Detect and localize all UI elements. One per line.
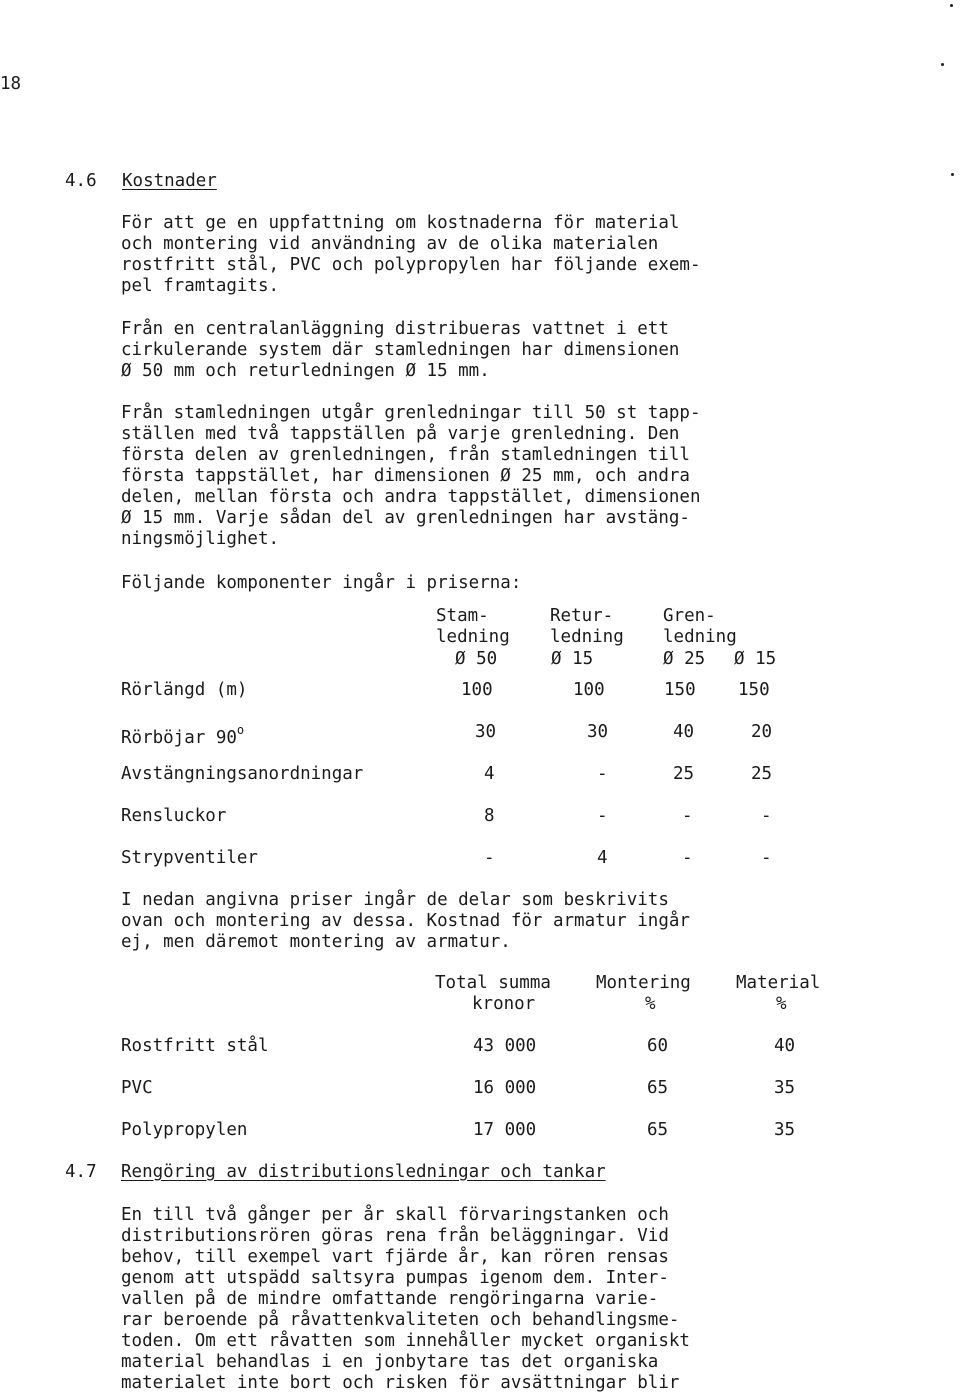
text-line: första delen av grenledningen, från stamledningen till <box>121 445 690 465</box>
paragraph <box>121 213 881 297</box>
text-line: Ø 50 mm och returledningen Ø 15 mm. <box>121 361 490 381</box>
table-cell: 4 <box>484 764 495 784</box>
column-header: Gren- <box>663 606 716 626</box>
table-cell: 16 000 <box>473 1078 537 1098</box>
table-cell: 25 <box>673 764 695 784</box>
text-line: första tappstället, har dimensionen Ø 25 mm, och andra <box>121 466 690 486</box>
scan-speck <box>951 173 954 176</box>
table-cell: - <box>597 806 608 826</box>
text-line: ej, men däremot montering av armatur. <box>121 932 511 952</box>
column-header: Montering <box>596 973 691 993</box>
column-header: Ø 25 <box>663 649 706 669</box>
table-cell: - <box>682 806 693 826</box>
text-line: För att ge en uppfattning om kostnaderna för material <box>121 213 680 233</box>
text-line: Från stamledningen utgår grenledningar till 50 st tapp- <box>121 403 701 423</box>
text-line: toden. Om ett råvatten som innehåller mycket organiskt <box>121 1331 690 1351</box>
text-line: ställen med två tappställen på varje grenledning. Den <box>121 424 680 444</box>
column-header: ledning <box>663 627 737 647</box>
text-line: rar beroende på råvattenkvaliteten och behandlingsme- <box>121 1310 680 1330</box>
table-cell: - <box>682 848 693 868</box>
text-line: material behandlas i en jonbytare tas det organiska <box>121 1352 659 1372</box>
text-line: behov, till exempel vart fjärde år, kan rören rensas <box>121 1247 669 1267</box>
text-line: ovan och montering av dessa. Kostnad för armatur ingår <box>121 911 690 931</box>
text-line: vallen på de mindre omfattande rengöringarna varie- <box>121 1289 659 1309</box>
table-cell: 100 <box>573 680 605 700</box>
table-cell: 35 <box>774 1078 796 1098</box>
paragraph <box>121 890 881 953</box>
table-cell: 40 <box>673 722 695 742</box>
page-number: 18 <box>0 74 22 94</box>
column-header: Ø 50 <box>455 649 498 669</box>
table-cell: 150 <box>738 680 770 700</box>
text-line: rostfritt stål, PVC och polypropylen har följande exem- <box>121 255 701 275</box>
column-header: Ø 15 <box>551 649 594 669</box>
row-label: Polypropylen <box>121 1120 248 1140</box>
text-line: I nedan angivna priser ingår de delar som beskrivits <box>121 890 669 910</box>
table-cell: - <box>761 848 772 868</box>
column-header: Stam- <box>436 606 489 626</box>
row-label: Avstängningsanordningar <box>121 764 364 784</box>
paragraph <box>121 1205 881 1394</box>
row-label <box>121 722 244 749</box>
table-cell: - <box>597 764 608 784</box>
section-number: 4.6 <box>65 171 97 191</box>
text-line: genom att utspädd saltsyra pumpas igenom dem. Inter- <box>121 1268 669 1288</box>
degree-superscript: o <box>236 723 245 737</box>
text-line: Från en centralanläggning distribueras vattnet i ett <box>121 319 669 339</box>
table-cell: 20 <box>751 722 773 742</box>
section-title: Rengöring av distributionsledningar och tankar <box>121 1162 606 1182</box>
table-cell: 4 <box>597 848 608 868</box>
table-cell: - <box>761 806 772 826</box>
table-cell: 60 <box>647 1036 669 1056</box>
table-cell: 150 <box>664 680 696 700</box>
table-cell: 40 <box>774 1036 796 1056</box>
column-header: % <box>776 994 787 1014</box>
table-cell: 30 <box>587 722 609 742</box>
row-label: Rensluckor <box>121 806 227 826</box>
paragraph <box>121 403 881 550</box>
scan-speck <box>950 4 953 7</box>
section-number: 4.7 <box>65 1162 97 1182</box>
scan-speck <box>941 63 944 66</box>
table-cell: 43 000 <box>473 1036 537 1056</box>
column-header: Total summa <box>435 973 551 993</box>
table-cell: - <box>484 848 495 868</box>
column-header: Material <box>736 973 821 993</box>
text-line: Ø 15 mm. Varje sådan del av grenledningen har avstäng- <box>121 508 690 528</box>
text-line: materialet inte bort och risken för avsättningar blir <box>121 1373 680 1393</box>
column-header: Ø 15 <box>734 649 777 669</box>
text-line: En till två gånger per år skall förvaringstanken och <box>121 1205 669 1225</box>
table-cell: 35 <box>774 1120 796 1140</box>
components-intro: Följande komponenter ingår i priserna: <box>121 573 522 593</box>
row-label-text: Rörböjar 90 <box>121 727 237 748</box>
table-cell: 65 <box>647 1120 669 1140</box>
table-cell: 30 <box>475 722 497 742</box>
column-header: Retur- <box>550 606 614 626</box>
row-label: Rostfritt stål <box>121 1036 269 1056</box>
table-cell: 17 000 <box>473 1120 537 1140</box>
text-line: ningsmöjlighet. <box>121 529 280 549</box>
text-line: delen, mellan första och andra tappstället, dimensionen <box>121 487 701 507</box>
text-line: och montering vid användning av de olika materialen <box>121 234 659 254</box>
section-title: Kostnader <box>122 171 217 191</box>
row-label: Strypventiler <box>121 848 258 868</box>
table-cell: 25 <box>751 764 773 784</box>
column-header: ledning <box>550 627 624 647</box>
table-cell: 8 <box>484 806 495 826</box>
text-line: pel framtagits. <box>121 276 280 296</box>
text-line: distributionsrören göras rena från beläggningar. Vid <box>121 1226 669 1246</box>
table-cell: 100 <box>461 680 493 700</box>
row-label: Rörlängd (m) <box>121 680 248 700</box>
column-header: ledning <box>436 627 510 647</box>
paragraph <box>121 319 881 382</box>
text-line: cirkulerande system där stamledningen har dimensionen <box>121 340 680 360</box>
column-header: % <box>645 994 656 1014</box>
column-header: kronor <box>472 994 536 1014</box>
table-cell: 65 <box>647 1078 669 1098</box>
row-label: PVC <box>121 1078 153 1098</box>
